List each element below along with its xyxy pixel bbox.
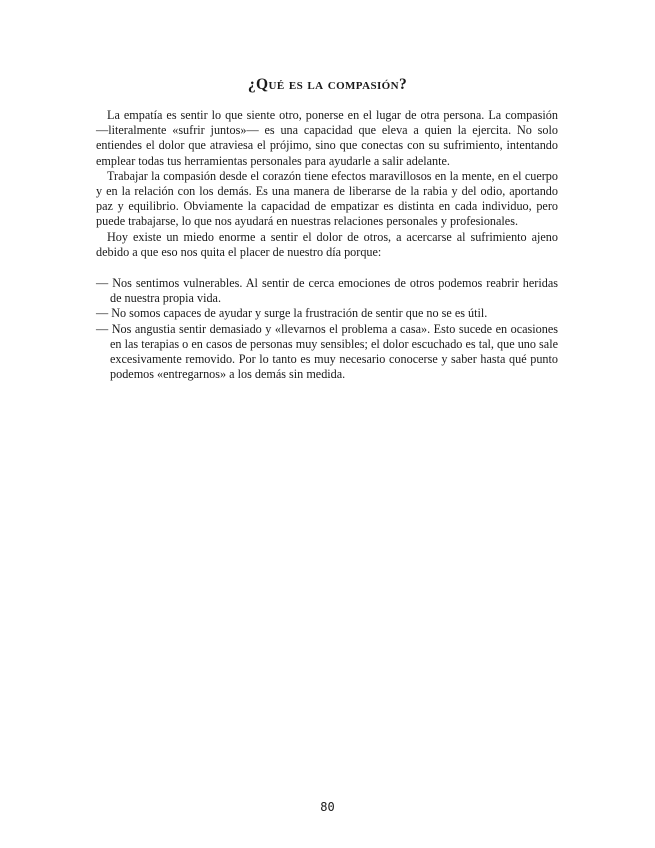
reasons-list	[96, 276, 558, 382]
list-item-text: No somos capaces de ayudar y surge la frustración de sentir que no se es útil.	[111, 306, 488, 321]
em-dash-bullet: —	[96, 306, 109, 321]
list-item	[96, 306, 558, 321]
list-item-text: Nos sentimos vulnerables. Al sentir de cerca emociones de otros podemos reabrir heridas de nuestra propia vida.	[110, 276, 558, 306]
em-dash-bullet: —	[96, 276, 109, 291]
body-text	[96, 108, 558, 382]
list-item	[96, 276, 558, 306]
paragraph-empathy: La empatía es sentir lo que siente otro, ponerse en el lugar de otra persona. La compasión —literalmente «sufrir juntos»— es una capacidad que eleva a quien la ejercita. No solo entiendes el dolor que atraviesa el prójimo, sino que conectas con su sufrimiento, intentando emplear todas tus herramientas personales para ayudarle a salir adelante.	[96, 108, 558, 168]
paragraph-benefits: Trabajar la compasión desde el corazón tiene efectos maravillosos en la mente, en el cuerpo y en la relación con los demás. Es una manera de liberarse de la rabia y del odio, aportando paz y equilibrio. Obviamente la capacidad de empatizar es distinta en cada individuo, pero puede trabajarse, lo que nos ayudará en nuestras relaciones personales y profesionales.	[96, 168, 558, 229]
paragraph-fear: Hoy existe un miedo enorme a sentir el dolor de otros, a acercarse al sufrimiento ajeno debido a que eso nos quita el placer de nuestro día porque:	[96, 229, 558, 259]
section-title: ¿Qué es la compasión?	[247, 76, 408, 94]
page-number: 80	[320, 800, 335, 814]
list-item-text: Nos angustia sentir demasiado y «llevarnos el problema a casa». Esto sucede en ocasiones en las terapias o en casos de personas muy sensibles; el dolor escuchado es tal, que uno sale excesivamente removido. Por lo tanto es muy necesario conocerse y saber hasta qué punto podemos «entregarnos» a los demás sin medida.	[110, 321, 558, 382]
em-dash-bullet: —	[96, 321, 109, 336]
list-item	[96, 322, 558, 383]
